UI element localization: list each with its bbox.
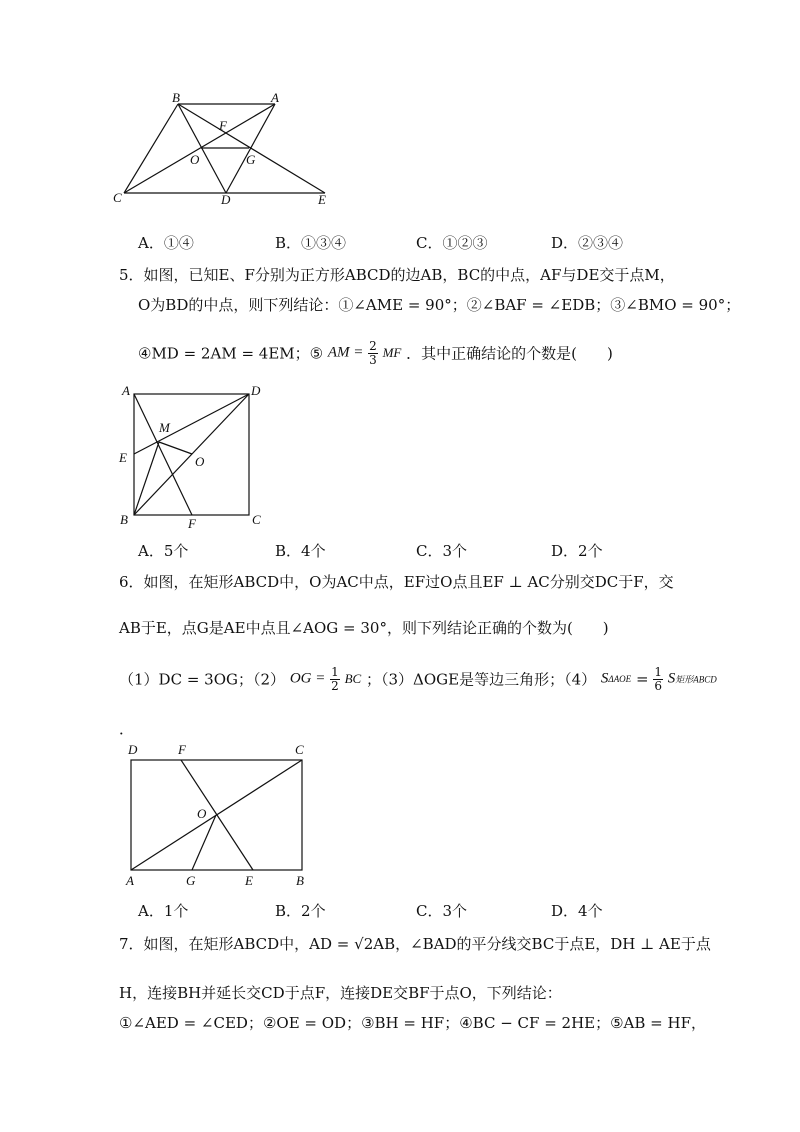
q4-label-D: D xyxy=(221,192,231,207)
q6-label-B: B xyxy=(296,873,304,888)
q5-eq5-right: MF xyxy=(382,345,402,361)
q4-label-C: C xyxy=(113,190,122,205)
q6-label-C: C xyxy=(295,742,304,757)
q6-label-O: O xyxy=(197,806,207,821)
q5-label-A: A xyxy=(122,383,130,398)
q6-conclusions xyxy=(119,666,717,692)
q5-label-C: C xyxy=(252,512,261,527)
q6-c2-fraction xyxy=(330,666,340,692)
q4-option-a[interactable]: A．①④ xyxy=(138,234,194,252)
q5-label-E: E xyxy=(119,450,127,465)
q6-c2-left: OG = xyxy=(289,670,326,687)
q6-c2-numerator: 1 xyxy=(331,665,339,679)
q5-line3 xyxy=(138,340,613,366)
q6-c2-right: BC xyxy=(344,671,362,687)
q4-label-B: B xyxy=(172,90,180,105)
q5-line3-start: ④MD = 2AM = 4EM；⑤ xyxy=(138,344,324,363)
q6-c4-eq: = xyxy=(635,670,649,689)
q6-c4-sub2: 矩形ABCD xyxy=(675,674,717,685)
q5-line3-end: ．其中正确结论的个数是( ) xyxy=(406,344,613,363)
q5-eq5-denominator: 3 xyxy=(369,352,377,367)
q7-line1: 7．如图，在矩形ABCD中，AD = √2AB，∠BAD的平分线交BC于点E，DH ⊥ AE于点 xyxy=(119,935,711,953)
q4-option-c[interactable]: C．①②③ xyxy=(416,234,488,252)
q6-label-G: G xyxy=(186,873,196,888)
q5-option-c[interactable]: C．3个 xyxy=(416,542,468,560)
q5-option-a[interactable]: A．5个 xyxy=(138,542,189,560)
q5-label-O: O xyxy=(195,454,205,469)
q6-option-a[interactable]: A．1个 xyxy=(138,902,189,920)
q5-eq5-numerator: 2 xyxy=(369,339,377,353)
q5-option-d[interactable]: D．2个 xyxy=(551,542,603,560)
q5-option-b[interactable]: B．4个 xyxy=(275,542,326,560)
q6-c4-numerator: 1 xyxy=(654,665,662,679)
q5-line1: 5．如图，已知E、F分别为正方形ABCD的边AB，BC的中点，AF与DE交于点M， xyxy=(119,266,675,284)
q5-label-D: D xyxy=(251,383,261,398)
q4-option-b[interactable]: B．①③④ xyxy=(275,234,347,252)
q6-option-d[interactable]: D．4个 xyxy=(551,902,603,920)
q5-label-F: F xyxy=(188,516,196,530)
q5-label-M: M xyxy=(159,420,170,435)
q5-eq5-fraction xyxy=(368,340,378,366)
q4-label-F: F xyxy=(219,118,227,133)
q4-option-d[interactable]: D．②③④ xyxy=(551,234,624,252)
q6-conclusion-1: （1）DC = 3OG；（2） xyxy=(119,670,286,689)
q6-c4-fraction xyxy=(653,666,663,692)
q6-label-D: D xyxy=(128,742,138,757)
q6-trailing-dot: ． xyxy=(119,720,135,738)
q6-conclusion-3: ；（3）ΔOGE是等边三角形；（4） xyxy=(365,670,597,689)
q6-line2: AB于E，点G是AE中点且∠AOG = 30°，则下列结论正确的个数为( ) xyxy=(119,619,609,637)
q6-c4-sub1: ΔAOE xyxy=(608,674,632,685)
q6-label-E: E xyxy=(245,873,253,888)
q4-label-G: G xyxy=(246,152,256,167)
q6-figure xyxy=(115,740,325,890)
q4-label-A: A xyxy=(271,90,279,105)
q5-label-B: B xyxy=(120,512,128,527)
q7-line3: ①∠AED = ∠CED；②OE = OD；③BH = HF；④BC − CF = 2HE；⑤AB = HF， xyxy=(119,1014,707,1032)
q5-line2: O为BD的中点，则下列结论：①∠AME = 90°；②∠BAF = ∠EDB；③∠BMO = 90°； xyxy=(138,296,741,314)
q7-line2: H，连接BH并延长交CD于点F，连接DE交BF于点O，下列结论： xyxy=(119,984,562,1002)
q6-option-b[interactable]: B．2个 xyxy=(275,902,326,920)
q5-eq5-left: AM = xyxy=(327,344,364,361)
q6-c4-right: S xyxy=(667,670,676,687)
q4-label-O: O xyxy=(190,152,200,167)
q4-label-E: E xyxy=(318,192,326,207)
q6-line1: 6．如图，在矩形ABCD中，O为AC中点，EF过O点且EF ⊥ AC分别交DC于F，交 xyxy=(119,573,674,591)
q6-label-F: F xyxy=(178,742,186,757)
q6-c4-left: S xyxy=(600,670,609,687)
q6-label-A: A xyxy=(126,873,134,888)
q4-figure xyxy=(110,90,350,210)
q5-figure xyxy=(115,380,275,530)
q6-option-c[interactable]: C．3个 xyxy=(416,902,468,920)
q6-c4-denominator: 6 xyxy=(654,678,662,693)
q6-c2-denominator: 2 xyxy=(331,678,339,693)
